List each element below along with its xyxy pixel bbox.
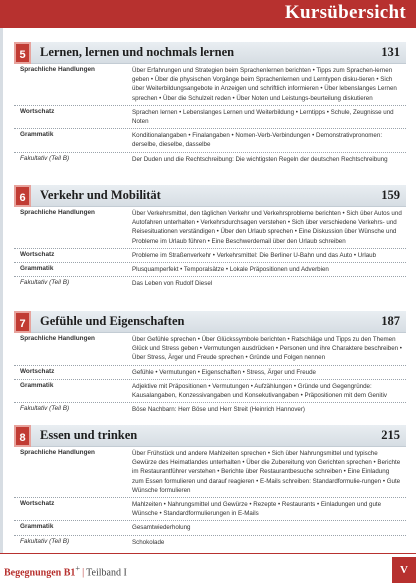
row-grammatik xyxy=(14,380,406,403)
footer-rule xyxy=(0,553,416,554)
row-text: Der Duden und die Rechtschreibung: Die wichtigsten Regeln der deutschen Rechtschreibung xyxy=(132,155,388,163)
page-title: Kursübersicht xyxy=(284,2,406,23)
chapter-header xyxy=(14,425,406,447)
row-fakultativ xyxy=(14,403,406,416)
footer-separator: | xyxy=(82,567,85,579)
row-label: Wortschatz xyxy=(20,107,55,115)
row-wortschatz xyxy=(14,106,406,129)
row-text: Konditionalangaben • Finalangaben • Nomen-Verb-Verbindungen • Demonstrativpronomen: derselbe, dieselbe, dasselbe xyxy=(132,132,383,149)
row-wortschatz xyxy=(14,498,406,521)
chapter-number-badge: 5 xyxy=(14,42,31,64)
row-wortschatz xyxy=(14,249,406,263)
chapter-header xyxy=(14,311,406,333)
chapter-number-badge: 6 xyxy=(14,185,31,207)
row-label: Sprachliche Handlungen xyxy=(20,209,95,216)
row-text: Sprachen lernen • Lebenslanges Lernen und Weiterbildung • Lerntipps • Schule, Zeugnisse und Noten xyxy=(132,108,394,126)
row-sprachliche-handlungen xyxy=(14,447,406,498)
row-sprachliche-handlungen xyxy=(14,64,406,106)
chapter-7 xyxy=(14,311,406,416)
row-text: Gefühle • Vermutungen • Eigenschaften • Stress, Ärger und Freude xyxy=(132,368,316,376)
chapter-page-number: 187 xyxy=(381,314,400,328)
chapter-title: Gefühle und Eigenschaften xyxy=(40,314,185,328)
chapter-title: Lernen, lernen und nochmals lernen xyxy=(40,45,235,59)
row-wortschatz xyxy=(14,366,406,380)
row-text: Probleme im Straßenverkehr • Verkehrsmittel: Die Berliner U-Bahn und das Auto • Urlaub xyxy=(132,251,377,259)
row-sprachliche-handlungen xyxy=(14,207,406,249)
row-grammatik xyxy=(14,129,406,152)
chapter-page-number: 159 xyxy=(381,188,400,202)
row-text: Schokolade xyxy=(132,538,165,546)
row-text: Über Verkehrsmittel, den täglichen Verkehr und Verkehrsprobleme berichten • Sich über Autos und Autofahren unterhalten • Verkehrsdurchsagen verstehen • Sich über verschiedene Verkehrs- und Reisesituationen verständigen • Über den Urlaub sprechen • Eine Diskussion über Wünsche und Probleme im Urlaub führen • Eine Beschwerdemail über den Urlaub schreiben xyxy=(132,210,402,245)
row-grammatik xyxy=(14,263,406,277)
row-sprachliche-handlungen xyxy=(14,333,406,366)
book-title: Begegnungen B1 xyxy=(4,567,76,579)
chapter-title: Verkehr und Mobilität xyxy=(40,188,161,202)
row-label: Sprachliche Handlungen xyxy=(20,335,95,342)
row-text: Mahlzeiten • Nahrungsmittel und Gewürze • Rezepte • Restaurants • Einladungen und gute Wünsche • Standardformulierungen in E-Mails xyxy=(132,501,382,518)
row-text: Gesamtwiederholung xyxy=(132,524,191,532)
row-label: Grammatik xyxy=(20,381,54,389)
row-label: Wortschatz xyxy=(20,250,55,258)
header-bar xyxy=(0,0,416,28)
row-text: Das Leben von Rudolf Diesel xyxy=(132,280,213,288)
row-text: Über Erfahrungen und Strategien beim Sprachenlernen berichten • Tipps zum Sprachen-lernen geben • Über die physischen Vorgänge beim Sprachenlernen und Lerntypen disku-tieren • Sich über Weiterbildungsangebote in Anzeigen und schriftlich informieren • Über lebenslanges Lernen sprechen • Über die Schulzeit reden • Über Noten und Leistungs-beurteilung diskutieren xyxy=(132,67,397,102)
row-label: Fakultativ (Teil B) xyxy=(20,537,70,545)
page-footer xyxy=(0,553,416,583)
chapter-6 xyxy=(14,185,406,290)
chapter-title: Essen und trinken xyxy=(40,428,138,442)
row-fakultativ xyxy=(14,536,406,549)
row-label: Fakultativ (Teil B) xyxy=(20,154,70,162)
chapter-header xyxy=(14,42,406,64)
row-text: Böse Nachbarn: Herr Böse und Herr Streit (Heinrich Hannover) xyxy=(132,406,305,414)
chapter-header xyxy=(14,185,406,207)
row-label: Fakultativ (Teil B) xyxy=(20,405,70,413)
page-number-box: V xyxy=(392,557,416,583)
row-label: Wortschatz xyxy=(20,500,55,508)
chapter-page-number: 131 xyxy=(381,45,400,59)
footer-publication xyxy=(4,564,127,578)
chapter-5 xyxy=(14,42,406,166)
chapter-number-badge: 7 xyxy=(14,311,31,333)
row-text: Plusquamperfekt • Temporalsätze • Lokale Präpositionen und Adverbien xyxy=(132,266,329,274)
row-label: Grammatik xyxy=(20,523,54,531)
chapter-8 xyxy=(14,425,406,549)
left-edge-strip xyxy=(0,28,3,553)
row-label: Sprachliche Handlungen xyxy=(20,66,95,73)
row-label: Fakultativ (Teil B) xyxy=(20,279,70,287)
row-label: Sprachliche Handlungen xyxy=(20,449,95,456)
book-plus: + xyxy=(75,564,81,573)
book-part: Teilband I xyxy=(86,567,127,579)
row-text: Über Gefühle sprechen • Über Glückssymbole berichten • Ratschläge und Tipps zu den Themen Glück und Stress geben • Vermutungen ausdrücken • Personen und ihre Charaktere beschreiben • Über Stress, Ärger und Freude sprechen • Gründe und Folgen nennen xyxy=(132,336,402,362)
row-text: Adjektive mit Präpositionen • Vermutungen • Aufzählungen • Gründe und Gegengründe: Kausalangaben, Konzessivangaben und Konsekutivangaben • Präpositionen mit dem Genitiv xyxy=(132,382,387,400)
chapter-number-badge: 8 xyxy=(14,425,31,447)
row-fakultativ xyxy=(14,153,406,166)
row-label: Grammatik xyxy=(20,265,54,273)
row-text: Über Frühstück und andere Mahlzeiten sprechen • Sich über Nahrungsmittel und typische Gewürze des Heimatlandes unterhalten • Über die Zubereitung von Gerichten sprechen • Berichte im Restaurantführer verstehen • Berichte über Restaurantbesuche schreiben • Eine Einladung zum Essen formulieren und darauf reagieren • E-Mails schreiben: Standardformulie-rungen • Gute Wünsche formulieren xyxy=(132,450,401,494)
chapter-page-number: 215 xyxy=(381,428,400,442)
row-label: Grammatik xyxy=(20,131,54,139)
row-label: Wortschatz xyxy=(20,367,55,375)
row-grammatik xyxy=(14,521,406,535)
row-fakultativ xyxy=(14,277,406,290)
